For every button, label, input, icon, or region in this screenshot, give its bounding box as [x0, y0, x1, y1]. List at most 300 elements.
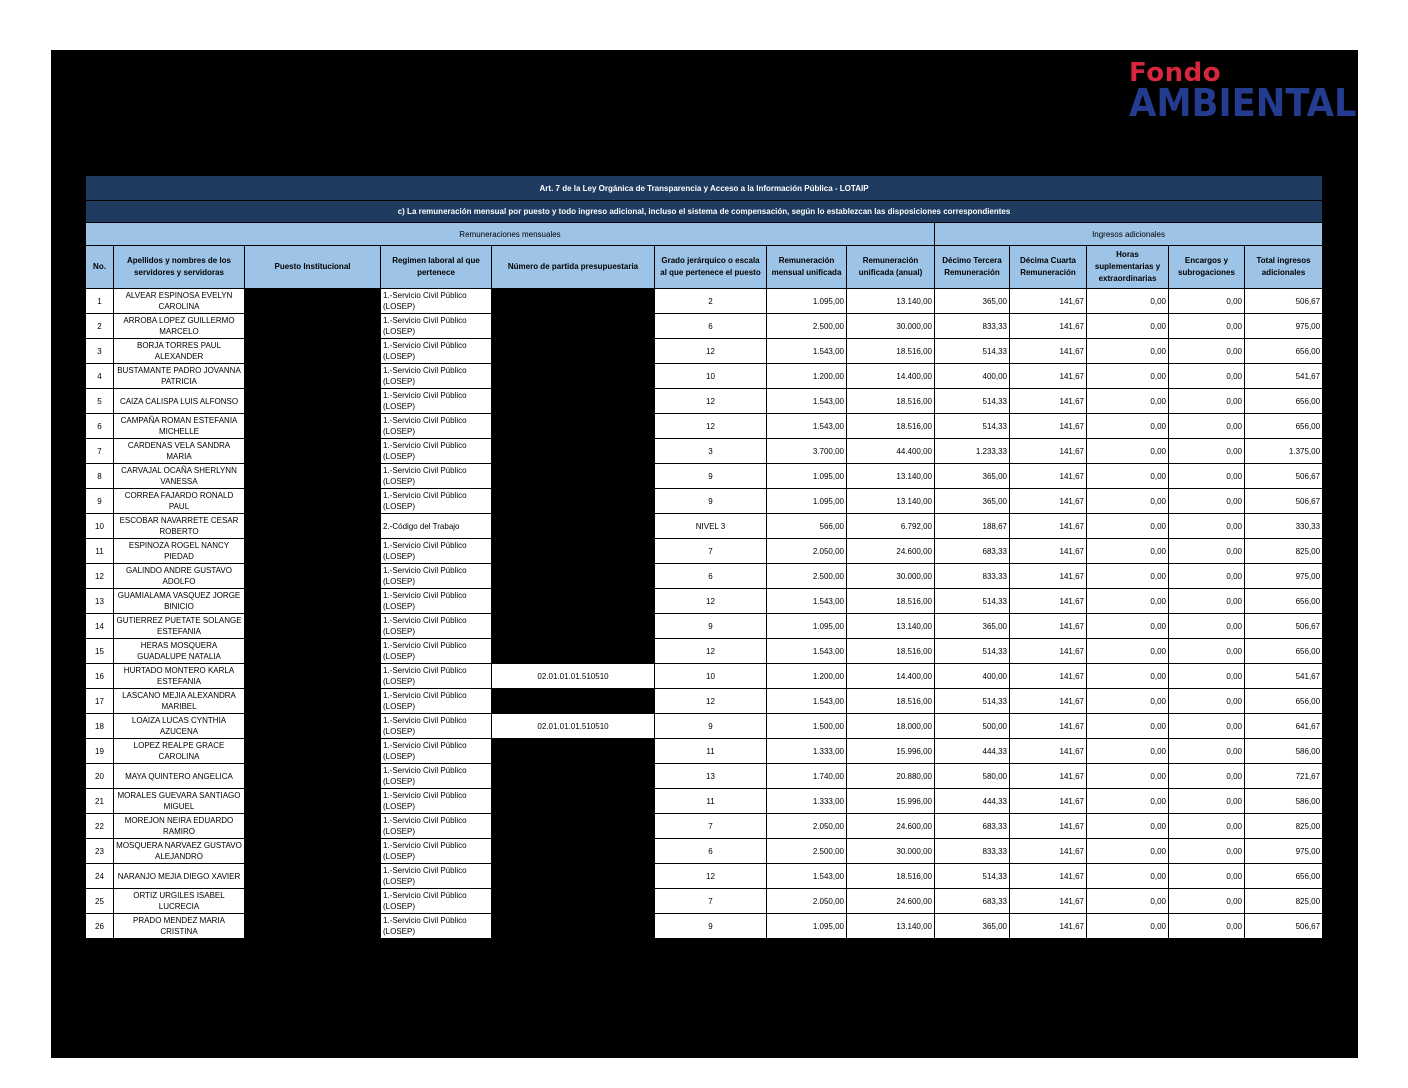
- cell-total: 1.375,00: [1245, 439, 1323, 464]
- group-remuneraciones-mensuales: Remuneraciones mensuales: [86, 223, 935, 246]
- cell-rem-anual: 13.140,00: [847, 289, 935, 314]
- table-row: [86, 464, 1323, 489]
- cell-rem-mensual: 1.543,00: [767, 689, 847, 714]
- cell-encargos: 0,00: [1169, 664, 1245, 689]
- cell-nombre: HURTADO MONTERO KARLA ESTEFANIA: [114, 664, 245, 689]
- header-no: No.: [86, 246, 114, 289]
- cell-encargos: 0,00: [1169, 714, 1245, 739]
- cell-rem-mensual: 1.543,00: [767, 389, 847, 414]
- cell-encargos: 0,00: [1169, 739, 1245, 764]
- cell-decima-cuarta: 141,67: [1010, 839, 1087, 864]
- cell-partida: [492, 439, 655, 464]
- cell-rem-anual: 14.400,00: [847, 364, 935, 389]
- cell-total: 656,00: [1245, 589, 1323, 614]
- cell-encargos: 0,00: [1169, 864, 1245, 889]
- cell-rem-mensual: 1.095,00: [767, 914, 847, 939]
- cell-total: 825,00: [1245, 539, 1323, 564]
- cell-rem-mensual: 1.543,00: [767, 414, 847, 439]
- cell-rem-mensual: 1.740,00: [767, 764, 847, 789]
- cell-nombre: LASCANO MEJIA ALEXANDRA MARIBEL: [114, 689, 245, 714]
- cell-nombre: ARROBA LOPEZ GUILLERMO MARCELO: [114, 314, 245, 339]
- cell-nombre: NARANJO MEJIA DIEGO XAVIER: [114, 864, 245, 889]
- header-grado: Grado jerárquico o escala al que pertenece el puesto: [655, 246, 767, 289]
- cell-grado: 13: [655, 764, 767, 789]
- cell-nombre: HERAS MOSQUERA GUADALUPE NATALIA: [114, 639, 245, 664]
- cell-total: 656,00: [1245, 689, 1323, 714]
- cell-decimo-tercera: 683,33: [935, 539, 1010, 564]
- table-row: [86, 439, 1323, 464]
- cell-decima-cuarta: 141,67: [1010, 739, 1087, 764]
- table-row: [86, 314, 1323, 339]
- cell-rem-mensual: 1.095,00: [767, 614, 847, 639]
- cell-horas: 0,00: [1087, 439, 1169, 464]
- cell-puesto-redacted: [245, 389, 381, 414]
- cell-decima-cuarta: 141,67: [1010, 914, 1087, 939]
- cell-regimen: 1.-Servicio Civil Público (LOSEP): [381, 664, 492, 689]
- cell-puesto-redacted: [245, 589, 381, 614]
- cell-puesto-redacted: [245, 539, 381, 564]
- cell-horas: 0,00: [1087, 764, 1169, 789]
- cell-encargos: 0,00: [1169, 764, 1245, 789]
- cell-partida: [492, 489, 655, 514]
- cell-decimo-tercera: 444,33: [935, 789, 1010, 814]
- cell-total: 586,00: [1245, 789, 1323, 814]
- cell-partida: 02.01.01.01.510510: [492, 664, 655, 689]
- cell-regimen: 1.-Servicio Civil Público (LOSEP): [381, 489, 492, 514]
- cell-grado: 10: [655, 664, 767, 689]
- table-body: [86, 289, 1323, 939]
- cell-partida: [492, 689, 655, 714]
- cell-nombre: BORJA TORRES PAUL ALEXANDER: [114, 339, 245, 364]
- cell-encargos: 0,00: [1169, 414, 1245, 439]
- cell-decimo-tercera: 514,33: [935, 589, 1010, 614]
- cell-puesto-redacted: [245, 689, 381, 714]
- cell-partida: [492, 314, 655, 339]
- cell-puesto-redacted: [245, 314, 381, 339]
- cell-rem-mensual: 1.333,00: [767, 789, 847, 814]
- cell-rem-anual: 13.140,00: [847, 489, 935, 514]
- cell-encargos: 0,00: [1169, 489, 1245, 514]
- cell-nombre: CAIZA CALISPA LUIS ALFONSO: [114, 389, 245, 414]
- cell-grado: 9: [655, 914, 767, 939]
- cell-rem-anual: 18.516,00: [847, 339, 935, 364]
- cell-grado: 12: [655, 339, 767, 364]
- cell-puesto-redacted: [245, 364, 381, 389]
- cell-decimo-tercera: 444,33: [935, 739, 1010, 764]
- cell-rem-mensual: 1.500,00: [767, 714, 847, 739]
- cell-decima-cuarta: 141,67: [1010, 314, 1087, 339]
- table-row: [86, 839, 1323, 864]
- cell-rem-mensual: 2.500,00: [767, 564, 847, 589]
- cell-horas: 0,00: [1087, 889, 1169, 914]
- cell-grado: 12: [655, 589, 767, 614]
- cell-grado: 7: [655, 889, 767, 914]
- header-horas: Horas suplementarias y extraordinarias: [1087, 246, 1169, 289]
- cell-rem-anual: 18.516,00: [847, 589, 935, 614]
- cell-nombre: ESPINOZA ROGEL NANCY PIEDAD: [114, 539, 245, 564]
- cell-no: 18: [86, 714, 114, 739]
- cell-puesto-redacted: [245, 639, 381, 664]
- header-rem-anual: Remuneración unificada (anual): [847, 246, 935, 289]
- cell-puesto-redacted: [245, 514, 381, 539]
- cell-puesto-redacted: [245, 439, 381, 464]
- cell-puesto-redacted: [245, 714, 381, 739]
- cell-regimen: 1.-Servicio Civil Público (LOSEP): [381, 764, 492, 789]
- cell-rem-anual: 30.000,00: [847, 839, 935, 864]
- cell-encargos: 0,00: [1169, 289, 1245, 314]
- cell-decima-cuarta: 141,67: [1010, 439, 1087, 464]
- cell-encargos: 0,00: [1169, 589, 1245, 614]
- cell-nombre: MORALES GUEVARA SANTIAGO MIGUEL: [114, 789, 245, 814]
- cell-no: 1: [86, 289, 114, 314]
- cell-regimen: 1.-Servicio Civil Público (LOSEP): [381, 414, 492, 439]
- cell-decima-cuarta: 141,67: [1010, 489, 1087, 514]
- cell-nombre: MOSQUERA NARVAEZ GUSTAVO ALEJANDRO: [114, 839, 245, 864]
- cell-decimo-tercera: 365,00: [935, 914, 1010, 939]
- cell-partida: [492, 889, 655, 914]
- cell-grado: 11: [655, 789, 767, 814]
- cell-decimo-tercera: 580,00: [935, 764, 1010, 789]
- cell-grado: 7: [655, 814, 767, 839]
- cell-regimen: 1.-Servicio Civil Público (LOSEP): [381, 639, 492, 664]
- cell-horas: 0,00: [1087, 739, 1169, 764]
- cell-decimo-tercera: 683,33: [935, 889, 1010, 914]
- cell-no: 21: [86, 789, 114, 814]
- cell-nombre: GUTIERREZ PUETATE SOLANGE ESTEFANIA: [114, 614, 245, 639]
- cell-no: 25: [86, 889, 114, 914]
- cell-horas: 0,00: [1087, 464, 1169, 489]
- cell-horas: 0,00: [1087, 514, 1169, 539]
- cell-no: 3: [86, 339, 114, 364]
- cell-no: 8: [86, 464, 114, 489]
- cell-nombre: BUSTAMANTE PADRO JOVANNA PATRICIA: [114, 364, 245, 389]
- table-row: [86, 564, 1323, 589]
- cell-rem-anual: 18.516,00: [847, 689, 935, 714]
- header-puesto: Puesto Institucional: [245, 246, 381, 289]
- cell-horas: 0,00: [1087, 339, 1169, 364]
- cell-regimen: 2.-Código del Trabajo: [381, 514, 492, 539]
- cell-partida: [492, 514, 655, 539]
- table-row: [86, 814, 1323, 839]
- header-total: Total ingresos adicionales: [1245, 246, 1323, 289]
- fondo-ambiental-logo: [1129, 58, 1374, 125]
- cell-total: 656,00: [1245, 864, 1323, 889]
- logo-line-1: Fondo: [1129, 58, 1222, 88]
- cell-decima-cuarta: 141,67: [1010, 889, 1087, 914]
- cell-decimo-tercera: 365,00: [935, 464, 1010, 489]
- cell-decimo-tercera: 514,33: [935, 389, 1010, 414]
- cell-partida: [492, 839, 655, 864]
- cell-rem-anual: 13.140,00: [847, 614, 935, 639]
- cell-decima-cuarta: 141,67: [1010, 539, 1087, 564]
- cell-grado: 12: [655, 864, 767, 889]
- cell-grado: NIVEL 3: [655, 514, 767, 539]
- cell-puesto-redacted: [245, 739, 381, 764]
- cell-rem-anual: 24.600,00: [847, 539, 935, 564]
- cell-puesto-redacted: [245, 764, 381, 789]
- cell-decimo-tercera: 833,33: [935, 839, 1010, 864]
- cell-decima-cuarta: 141,67: [1010, 414, 1087, 439]
- cell-decimo-tercera: 514,33: [935, 639, 1010, 664]
- cell-partida: 02.01.01.01.510510: [492, 714, 655, 739]
- cell-partida: [492, 614, 655, 639]
- cell-total: 975,00: [1245, 564, 1323, 589]
- cell-encargos: 0,00: [1169, 464, 1245, 489]
- cell-rem-mensual: 1.095,00: [767, 489, 847, 514]
- cell-rem-anual: 13.140,00: [847, 914, 935, 939]
- cell-no: 16: [86, 664, 114, 689]
- cell-total: 506,67: [1245, 489, 1323, 514]
- cell-rem-anual: 18.516,00: [847, 414, 935, 439]
- cell-rem-anual: 14.400,00: [847, 664, 935, 689]
- cell-grado: 2: [655, 289, 767, 314]
- table-row: [86, 389, 1323, 414]
- cell-puesto-redacted: [245, 464, 381, 489]
- cell-horas: 0,00: [1087, 589, 1169, 614]
- table-title: Art. 7 de la Ley Orgánica de Transparencia y Acceso a la Información Pública - LOTAIP: [86, 176, 1323, 201]
- header-regimen: Regimen laboral al que pertenece: [381, 246, 492, 289]
- cell-no: 10: [86, 514, 114, 539]
- cell-puesto-redacted: [245, 489, 381, 514]
- cell-no: 6: [86, 414, 114, 439]
- cell-grado: 6: [655, 839, 767, 864]
- cell-total: 506,67: [1245, 914, 1323, 939]
- cell-puesto-redacted: [245, 789, 381, 814]
- cell-rem-mensual: 3.700,00: [767, 439, 847, 464]
- cell-grado: 9: [655, 614, 767, 639]
- cell-nombre: CAMPAÑA ROMAN ESTEFANIA MICHELLE: [114, 414, 245, 439]
- cell-partida: [492, 814, 655, 839]
- cell-decimo-tercera: 365,00: [935, 614, 1010, 639]
- cell-regimen: 1.-Servicio Civil Público (LOSEP): [381, 614, 492, 639]
- cell-puesto-redacted: [245, 564, 381, 589]
- cell-partida: [492, 364, 655, 389]
- cell-partida: [492, 289, 655, 314]
- cell-total: 656,00: [1245, 639, 1323, 664]
- cell-rem-mensual: 1.543,00: [767, 639, 847, 664]
- cell-regimen: 1.-Servicio Civil Público (LOSEP): [381, 689, 492, 714]
- cell-partida: [492, 864, 655, 889]
- header-decimo-tercera: Décimo Tercera Remuneración: [935, 246, 1010, 289]
- cell-regimen: 1.-Servicio Civil Público (LOSEP): [381, 289, 492, 314]
- cell-puesto-redacted: [245, 414, 381, 439]
- cell-decima-cuarta: 141,67: [1010, 289, 1087, 314]
- cell-no: 4: [86, 364, 114, 389]
- cell-partida: [492, 589, 655, 614]
- cell-no: 7: [86, 439, 114, 464]
- cell-regimen: 1.-Servicio Civil Público (LOSEP): [381, 789, 492, 814]
- cell-no: 26: [86, 914, 114, 939]
- cell-partida: [492, 339, 655, 364]
- cell-total: 506,67: [1245, 289, 1323, 314]
- table-row: [86, 289, 1323, 314]
- cell-rem-anual: 18.516,00: [847, 864, 935, 889]
- cell-horas: 0,00: [1087, 814, 1169, 839]
- cell-no: 19: [86, 739, 114, 764]
- cell-encargos: 0,00: [1169, 814, 1245, 839]
- cell-decima-cuarta: 141,67: [1010, 614, 1087, 639]
- table-row: [86, 864, 1323, 889]
- cell-nombre: CORREA FAJARDO RONALD PAUL: [114, 489, 245, 514]
- cell-rem-anual: 15.996,00: [847, 789, 935, 814]
- cell-rem-anual: 13.140,00: [847, 464, 935, 489]
- cell-grado: 6: [655, 314, 767, 339]
- cell-nombre: LOAIZA LUCAS CYNTHIA AZUCENA: [114, 714, 245, 739]
- cell-grado: 3: [655, 439, 767, 464]
- cell-rem-mensual: 1.543,00: [767, 339, 847, 364]
- cell-regimen: 1.-Servicio Civil Público (LOSEP): [381, 714, 492, 739]
- cell-regimen: 1.-Servicio Civil Público (LOSEP): [381, 739, 492, 764]
- cell-grado: 12: [655, 689, 767, 714]
- cell-nombre: GUAMIALAMA VASQUEZ JORGE BINICIO: [114, 589, 245, 614]
- cell-horas: 0,00: [1087, 914, 1169, 939]
- cell-grado: 11: [655, 739, 767, 764]
- cell-regimen: 1.-Servicio Civil Público (LOSEP): [381, 439, 492, 464]
- cell-no: 17: [86, 689, 114, 714]
- cell-rem-mensual: 2.050,00: [767, 889, 847, 914]
- cell-horas: 0,00: [1087, 414, 1169, 439]
- cell-rem-anual: 6.792,00: [847, 514, 935, 539]
- cell-puesto-redacted: [245, 614, 381, 639]
- cell-no: 5: [86, 389, 114, 414]
- table-row: [86, 914, 1323, 939]
- cell-decimo-tercera: 514,33: [935, 864, 1010, 889]
- cell-encargos: 0,00: [1169, 339, 1245, 364]
- cell-regimen: 1.-Servicio Civil Público (LOSEP): [381, 539, 492, 564]
- cell-decimo-tercera: 833,33: [935, 314, 1010, 339]
- cell-rem-anual: 30.000,00: [847, 314, 935, 339]
- cell-total: 825,00: [1245, 814, 1323, 839]
- cell-total: 541,67: [1245, 664, 1323, 689]
- cell-decima-cuarta: 141,67: [1010, 514, 1087, 539]
- cell-encargos: 0,00: [1169, 839, 1245, 864]
- cell-nombre: ALVEAR ESPINOSA EVELYN CAROLINA: [114, 289, 245, 314]
- cell-horas: 0,00: [1087, 639, 1169, 664]
- table-row: [86, 589, 1323, 614]
- table-row: [86, 889, 1323, 914]
- cell-total: 330,33: [1245, 514, 1323, 539]
- header-encargos: Encargos y subrogaciones: [1169, 246, 1245, 289]
- cell-encargos: 0,00: [1169, 689, 1245, 714]
- cell-no: 22: [86, 814, 114, 839]
- cell-decima-cuarta: 141,67: [1010, 364, 1087, 389]
- cell-horas: 0,00: [1087, 564, 1169, 589]
- cell-regimen: 1.-Servicio Civil Público (LOSEP): [381, 564, 492, 589]
- cell-regimen: 1.-Servicio Civil Público (LOSEP): [381, 389, 492, 414]
- cell-puesto-redacted: [245, 864, 381, 889]
- cell-decimo-tercera: 833,33: [935, 564, 1010, 589]
- cell-grado: 9: [655, 464, 767, 489]
- cell-encargos: 0,00: [1169, 364, 1245, 389]
- cell-rem-anual: 44.400,00: [847, 439, 935, 464]
- header-decima-cuarta: Décima Cuarta Remuneración: [1010, 246, 1087, 289]
- cell-horas: 0,00: [1087, 789, 1169, 814]
- cell-puesto-redacted: [245, 914, 381, 939]
- cell-rem-mensual: 1.200,00: [767, 664, 847, 689]
- logo-line-2: AMBIENTAL: [1129, 81, 1357, 125]
- group-ingresos-adicionales: Ingresos adicionales: [935, 223, 1323, 246]
- cell-rem-anual: 30.000,00: [847, 564, 935, 589]
- cell-encargos: 0,00: [1169, 614, 1245, 639]
- cell-partida: [492, 464, 655, 489]
- cell-rem-anual: 18.000,00: [847, 714, 935, 739]
- cell-encargos: 0,00: [1169, 789, 1245, 814]
- cell-total: 506,67: [1245, 614, 1323, 639]
- cell-decimo-tercera: 500,00: [935, 714, 1010, 739]
- cell-decima-cuarta: 141,67: [1010, 814, 1087, 839]
- cell-regimen: 1.-Servicio Civil Público (LOSEP): [381, 864, 492, 889]
- cell-puesto-redacted: [245, 289, 381, 314]
- cell-total: 721,67: [1245, 764, 1323, 789]
- table-row: [86, 739, 1323, 764]
- cell-puesto-redacted: [245, 814, 381, 839]
- header-rem-mensual: Remuneración mensual unificada: [767, 246, 847, 289]
- cell-decima-cuarta: 141,67: [1010, 714, 1087, 739]
- cell-decimo-tercera: 365,00: [935, 489, 1010, 514]
- cell-total: 586,00: [1245, 739, 1323, 764]
- cell-no: 11: [86, 539, 114, 564]
- cell-rem-anual: 24.600,00: [847, 889, 935, 914]
- table-row: [86, 414, 1323, 439]
- cell-total: 825,00: [1245, 889, 1323, 914]
- cell-horas: 0,00: [1087, 714, 1169, 739]
- remuneration-table: [85, 175, 1323, 939]
- cell-horas: 0,00: [1087, 539, 1169, 564]
- table-row: [86, 339, 1323, 364]
- cell-encargos: 0,00: [1169, 889, 1245, 914]
- cell-horas: 0,00: [1087, 289, 1169, 314]
- cell-encargos: 0,00: [1169, 564, 1245, 589]
- cell-total: 975,00: [1245, 314, 1323, 339]
- cell-rem-mensual: 2.500,00: [767, 839, 847, 864]
- cell-decimo-tercera: 400,00: [935, 364, 1010, 389]
- cell-decima-cuarta: 141,67: [1010, 789, 1087, 814]
- cell-rem-mensual: 566,00: [767, 514, 847, 539]
- header-partida: Número de partida presupuestaria: [492, 246, 655, 289]
- cell-total: 975,00: [1245, 839, 1323, 864]
- cell-decima-cuarta: 141,67: [1010, 589, 1087, 614]
- cell-horas: 0,00: [1087, 864, 1169, 889]
- cell-grado: 9: [655, 489, 767, 514]
- cell-grado: 10: [655, 364, 767, 389]
- cell-grado: 12: [655, 389, 767, 414]
- cell-regimen: 1.-Servicio Civil Público (LOSEP): [381, 314, 492, 339]
- cell-regimen: 1.-Servicio Civil Público (LOSEP): [381, 339, 492, 364]
- cell-no: 2: [86, 314, 114, 339]
- cell-no: 14: [86, 614, 114, 639]
- cell-rem-mensual: 1.333,00: [767, 739, 847, 764]
- cell-horas: 0,00: [1087, 314, 1169, 339]
- cell-rem-mensual: 1.543,00: [767, 589, 847, 614]
- cell-regimen: 1.-Servicio Civil Público (LOSEP): [381, 589, 492, 614]
- cell-no: 23: [86, 839, 114, 864]
- cell-nombre: GALINDO ANDRE GUSTAVO ADOLFO: [114, 564, 245, 589]
- cell-encargos: 0,00: [1169, 914, 1245, 939]
- cell-puesto-redacted: [245, 339, 381, 364]
- table-row: [86, 789, 1323, 814]
- cell-decima-cuarta: 141,67: [1010, 339, 1087, 364]
- cell-no: 12: [86, 564, 114, 589]
- cell-encargos: 0,00: [1169, 439, 1245, 464]
- cell-decimo-tercera: 365,00: [935, 289, 1010, 314]
- cell-rem-mensual: 1.200,00: [767, 364, 847, 389]
- cell-partida: [492, 739, 655, 764]
- cell-nombre: LOPEZ REALPE GRACE CAROLINA: [114, 739, 245, 764]
- cell-decima-cuarta: 141,67: [1010, 864, 1087, 889]
- cell-regimen: 1.-Servicio Civil Público (LOSEP): [381, 889, 492, 914]
- header-nombres: Apellidos y nombres de los servidores y servidoras: [114, 246, 245, 289]
- cell-total: 541,67: [1245, 364, 1323, 389]
